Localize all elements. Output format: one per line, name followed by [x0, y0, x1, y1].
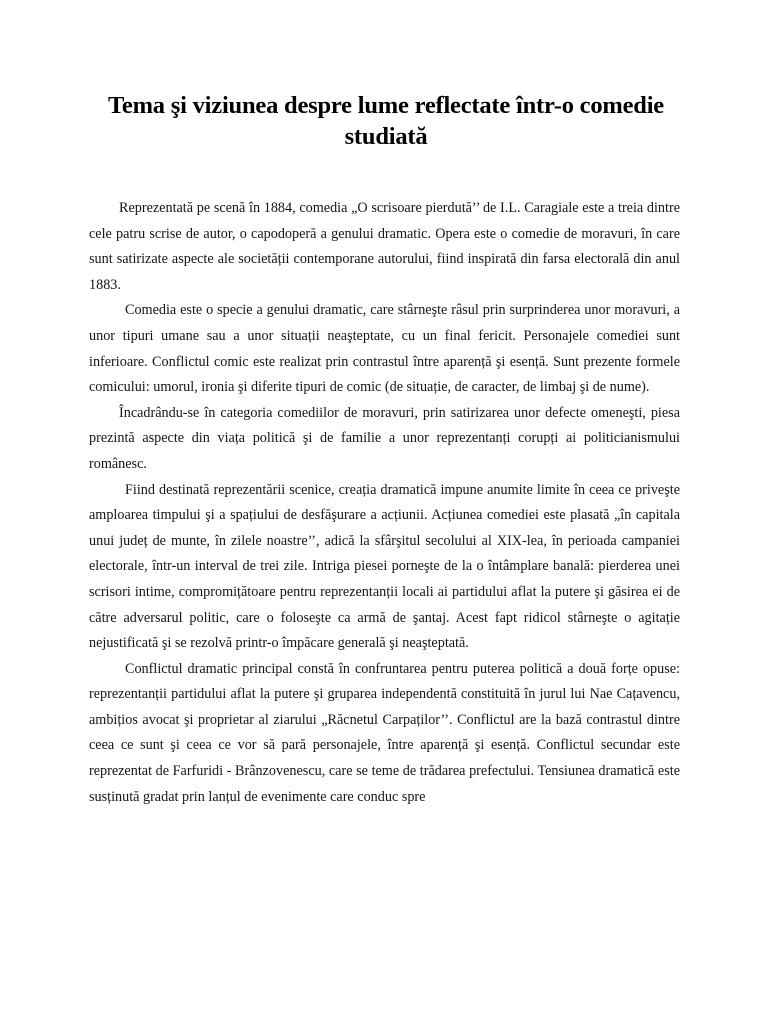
- paragraph-5: Conflictul dramatic principal constă în confruntarea pentru puterea politică a două forțe opuse: reprezentanții partidului aflat la putere şi gruparea independentă constituită în jurul lui Nae Cațavencu, ambițios avocat şi proprietar al ziarului „Răcnetul Carpaților’’. Conflictul are la bază contrastul dintre ceea ce sunt şi ceea ce vor să pară personajele, între aparență şi esență. Conflictul secundar este reprezentat de Farfuridi - Brânzovenescu, care se teme de trădarea prefectului. Tensiunea dramatică este susținută gradat prin lanțul de evenimente care conduc spre: [89, 660, 680, 805]
- paragraph-2: Comedia este o specie a genului dramatic, care stârneşte râsul prin surprinderea unor moravuri, a unor tipuri umane sau a unor situații neaşteptate, cu un final fericit. Personajele comediei sunt inferioare. Conflictul comic este realizat prin contrastul între aparență şi esență. Sunt prezente formele comicului: umorul, ironia şi diferite tipuri de comic (de situație, de caracter, de limbaj şi de nume).: [89, 302, 680, 396]
- paragraph-1: Reprezentată pe scenă în 1884, comedia „O scrisoare pierdută’’ de I.L. Caragiale este a treia dintre cele patru scrise de autor, o capodoperă a genului dramatic. Opera este o comedie de moravuri, în care sunt satirizate aspecte ale societății contemporane autorului, fiind inspirată din farsa electorală din anul 1883.: [89, 200, 680, 293]
- paragraph-3: Încadrându-se în categoria comediilor de moravuri, prin satirizarea unor defecte omeneşti, piesa prezintă aspecte din viața politică şi de familie a unor reprezentanți corupți ai politicianismului românesc.: [89, 404, 680, 472]
- document-body: [89, 196, 680, 810]
- paragraph-4: Fiind destinată reprezentării scenice, creația dramatică impune anumite limite în ceea ce priveşte amploarea timpului şi a spațiului de desfăşurare a acțiunii. Acțiunea comediei este plasată „în capitala unui județ de munte, în zilele noastre’’, adică la sfârşitul secolului al XIX-lea, în perioada campaniei electorale, într-un interval de trei zile. Intriga piesei porneşte de la o întâmplare banală: pierderea unei scrisori intime, compromițătoare pentru reprezentanții locali ai partidului aflat la putere şi găsirea ei de către adversarul politic, care o foloseşte ca armă de şantaj. Acest fapt ridicol stârneşte o agitație nejustificată şi se rezolvă printr-o împăcare generală şi neaşteptată.: [89, 481, 680, 652]
- document-title: Tema şi viziunea despre lume reflectate într-o comedie studiată: [108, 92, 664, 150]
